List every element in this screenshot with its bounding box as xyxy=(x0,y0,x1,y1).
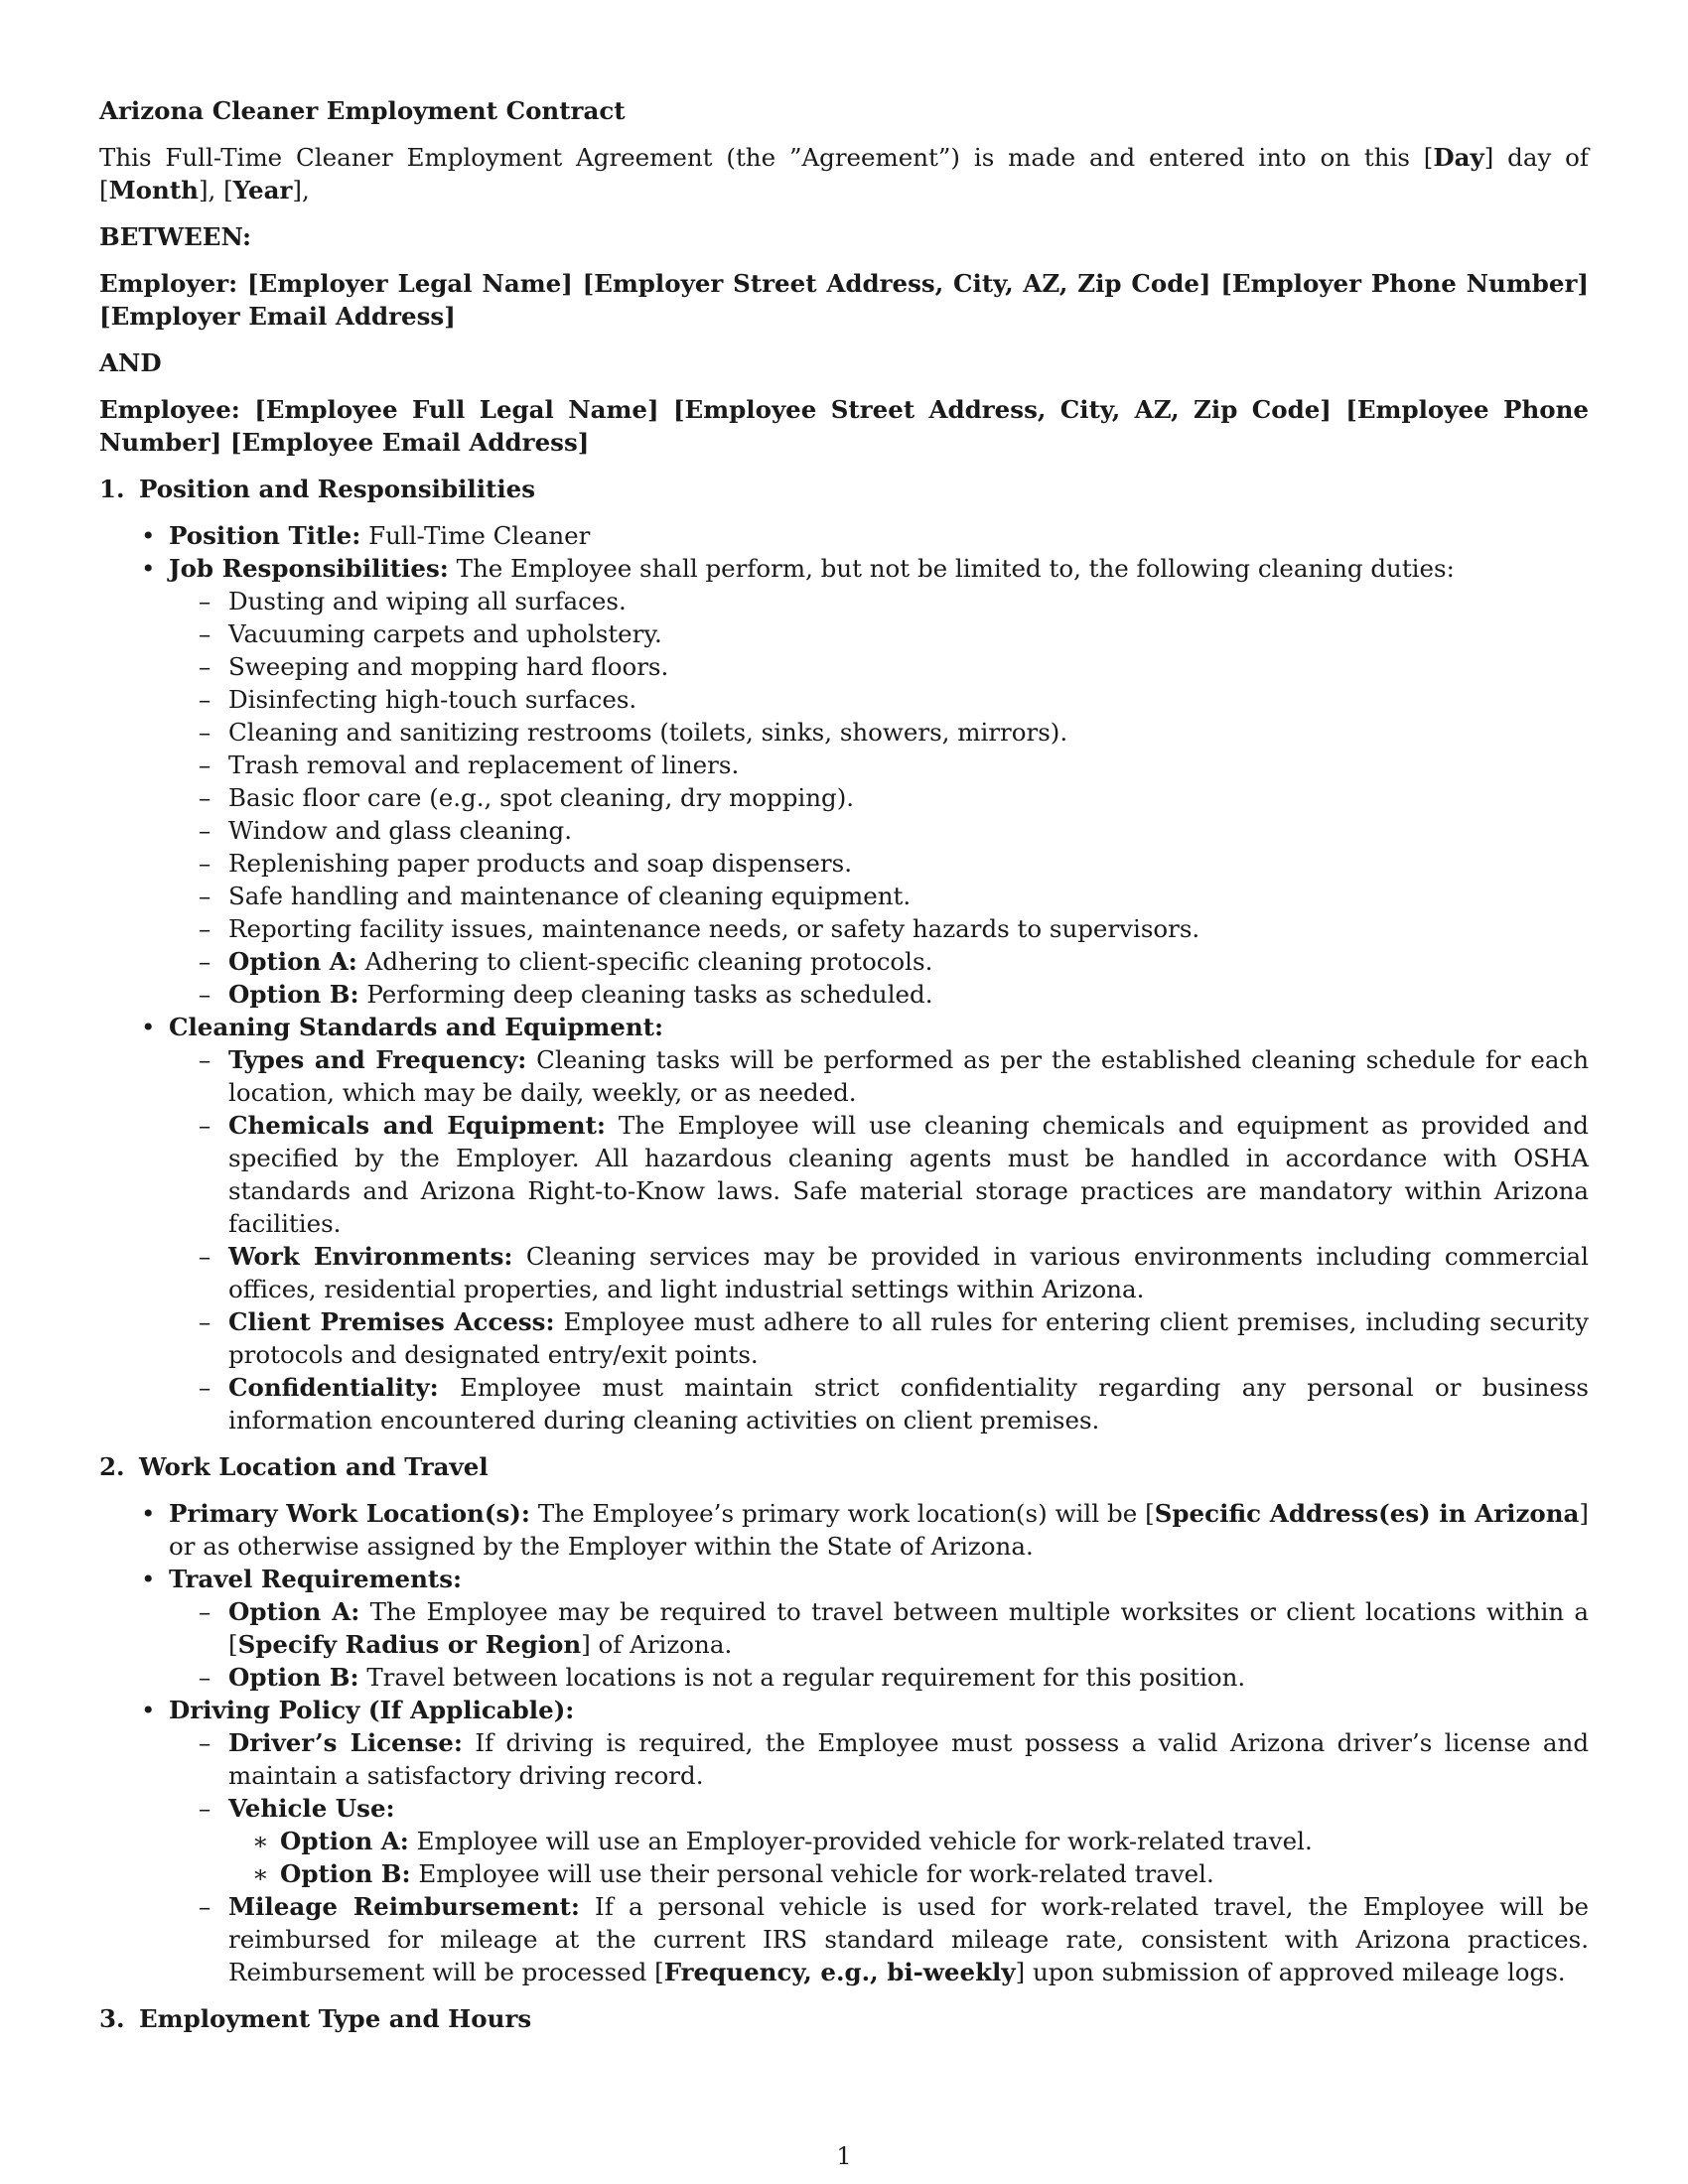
list-item: – Window and glass cleaning. xyxy=(228,814,1589,847)
section-3-heading: 3. Employment Type and Hours xyxy=(99,2004,532,2033)
list-item: – Sweeping and mopping hard floors. xyxy=(228,650,1589,683)
list-item: – Option B: Travel between locations is not a regular requirement for this position. xyxy=(228,1661,1589,1694)
list-item: – Driver’s License: If driving is required, the Employee must possess a valid Arizona driver’s license and maintain a satisfactory driving record. xyxy=(228,1726,1589,1792)
list-item: – Option A: Adhering to client-specific cleaning protocols. xyxy=(228,945,1589,978)
list-item: • Position Title: Full-Time Cleaner xyxy=(169,519,1589,552)
list-item: – Client Premises Access: Employee must adhere to all rules for entering client premises, including security protocols and designated entry/exit points. xyxy=(228,1305,1589,1371)
document-title: Arizona Cleaner Employment Contract xyxy=(99,96,626,125)
list-item: – Mileage Reimbursement: If a personal vehicle is used for work-related travel, the Employee will be reimbursed for mileage at the current IRS standard mileage rate, consistent with Arizona practices. Reimbursement will be processed [Frequency, e.g., bi-weekly] upon submission of approved mileage logs. xyxy=(228,1890,1589,1988)
standards-list xyxy=(169,1043,1589,1436)
list-item: • Travel Requirements: – Option A: The Employee may be required to travel between multiple worksites or client locations within a [Specify Radius or Region] of Arizona. – Option B: Travel between locations is not a regular requirement for this position. xyxy=(169,1563,1589,1694)
list-item: – Cleaning and sanitizing restrooms (toilets, sinks, showers, mirrors). xyxy=(228,716,1589,749)
and-heading: AND xyxy=(99,348,162,377)
section-1-list xyxy=(99,519,1589,1436)
list-item: – Chemicals and Equipment: The Employee will use cleaning chemicals and equipment as provided and specified by the Employer. All hazardous cleaning agents must be handled in accordance with OSHA standards and Arizona Right-to-Know laws. Safe material storage practices are mandatory within Arizona facilities. xyxy=(228,1109,1589,1240)
list-item: – Option B: Performing deep cleaning tasks as scheduled. xyxy=(228,978,1589,1011)
travel-list xyxy=(169,1595,1589,1694)
between-heading: BETWEEN: xyxy=(99,222,252,251)
duties-list xyxy=(169,585,1589,1011)
list-item: – Basic floor care (e.g., spot cleaning, dry mopping). xyxy=(228,781,1589,814)
list-item: – Types and Frequency: Cleaning tasks will be performed as per the established cleaning schedule for each location, which may be daily, weekly, or as needed. xyxy=(228,1043,1589,1109)
list-item: – Work Environments: Cleaning services may be provided in various environments including commercial offices, residential properties, and light industrial settings within Arizona. xyxy=(228,1240,1589,1305)
list-item: ∗ Option B: Employee will use their personal vehicle for work-related travel. xyxy=(280,1857,1589,1890)
employer-line: Employer: [Employer Legal Name] [Employer Street Address, City, AZ, Zip Code] [Employer Phone Number] [Employer Email Address] xyxy=(99,269,1589,331)
section-2-heading: 2. Work Location and Travel xyxy=(99,1452,489,1481)
list-item: – Safe handling and maintenance of cleaning equipment. xyxy=(228,880,1589,912)
list-item: – Replenishing paper products and soap dispensers. xyxy=(228,847,1589,880)
section-2-list xyxy=(99,1497,1589,1988)
list-item: • Driving Policy (If Applicable): – Driver’s License: If driving is required, the Employee must possess a valid Arizona driver’s license and maintain a satisfactory driving record. – Vehicle Use: ∗ Option A: Employee will use an Employer-provided vehicle for work-related travel. ∗ Option B: Employee will use their personal vehicle for work-related travel. – Mileage Reimbursement: If a personal vehicle is used for work-related travel, the Employee will be reimbursed for mileage at the current IRS standard mileage rate, consistent with Arizona practices. Reimbursement will be processed [Frequency, e.g., bi-weekly] upon submission of approved mileage logs. xyxy=(169,1694,1589,1988)
driving-list xyxy=(169,1726,1589,1988)
employee-line: Employee: [Employee Full Legal Name] [Employee Street Address, City, AZ, Zip Code] [Employee Phone Number] [Employee Email Address] xyxy=(99,395,1589,457)
list-item: – Confidentiality: Employee must maintain strict confidentiality regarding any personal or business information encountered during cleaning activities on client premises. xyxy=(228,1371,1589,1436)
list-item: – Vacuuming carpets and upholstery. xyxy=(228,617,1589,650)
intro-paragraph: This Full-Time Cleaner Employment Agreement (the ”Agreement”) is made and entered into on this [Day] day of [Month], [Year], xyxy=(99,143,1589,205)
list-item: – Reporting facility issues, maintenance needs, or safety hazards to supervisors. xyxy=(228,912,1589,945)
list-item: – Option A: The Employee may be required to travel between multiple worksites or client locations within a [Specify Radius or Region] of Arizona. xyxy=(228,1595,1589,1661)
list-item: • Job Responsibilities: The Employee shall perform, but not be limited to, the following cleaning duties: – Dusting and wiping all surfaces. – Vacuuming carpets and upholstery. – Sweeping and mopping hard floors. – Disinfecting high-touch surfaces. – Cleaning and sanitizing restrooms (toilets, sinks, showers, mirrors). – Trash removal and replacement of liners. – Basic floor care (e.g., spot cleaning, dry mopping). – Window and glass cleaning. – Replenishing paper products and soap dispensers. – Safe handling and maintenance of cleaning equipment. – Reporting facility issues, maintenance needs, or safety hazards to supervisors. – Option A: Adhering to client-specific cleaning protocols. – Option B: Performing deep cleaning tasks as scheduled. xyxy=(169,552,1589,1011)
document-page xyxy=(99,94,1589,2049)
list-item: • Primary Work Location(s): The Employee’s primary work location(s) will be [Specific Address(es) in Arizona] or as otherwise assigned by the Employer within the State of Arizona. xyxy=(169,1497,1589,1563)
page-number: 1 xyxy=(836,2142,852,2170)
list-item: ∗ Option A: Employee will use an Employer-provided vehicle for work-related travel. xyxy=(280,1825,1589,1857)
vehicle-options-list xyxy=(228,1825,1589,1890)
section-1-heading: 1. Position and Responsibilities xyxy=(99,475,536,503)
list-item: • Cleaning Standards and Equipment: – Types and Frequency: Cleaning tasks will be performed as per the established cleaning schedule for each location, which may be daily, weekly, or as needed. – Chemicals and Equipment: The Employee will use cleaning chemicals and equipment as provided and specified by the Employer. All hazardous cleaning agents must be handled in accordance with OSHA standards and Arizona Right-to-Know laws. Safe material storage practices are mandatory within Arizona facilities. – Work Environments: Cleaning services may be provided in various environments including commercial offices, residential properties, and light industrial settings within Arizona. – Client Premises Access: Employee must adhere to all rules for entering client premises, including security protocols and designated entry/exit points. – Confidentiality: Employee must maintain strict confidentiality regarding any personal or business information encountered during cleaning activities on client premises. xyxy=(169,1011,1589,1436)
list-item: – Dusting and wiping all surfaces. xyxy=(228,585,1589,617)
list-item: – Trash removal and replacement of liners. xyxy=(228,749,1589,781)
list-item: – Disinfecting high-touch surfaces. xyxy=(228,683,1589,716)
list-item: – Vehicle Use: ∗ Option A: Employee will use an Employer-provided vehicle for work-related travel. ∗ Option B: Employee will use their personal vehicle for work-related travel. xyxy=(228,1792,1589,1890)
